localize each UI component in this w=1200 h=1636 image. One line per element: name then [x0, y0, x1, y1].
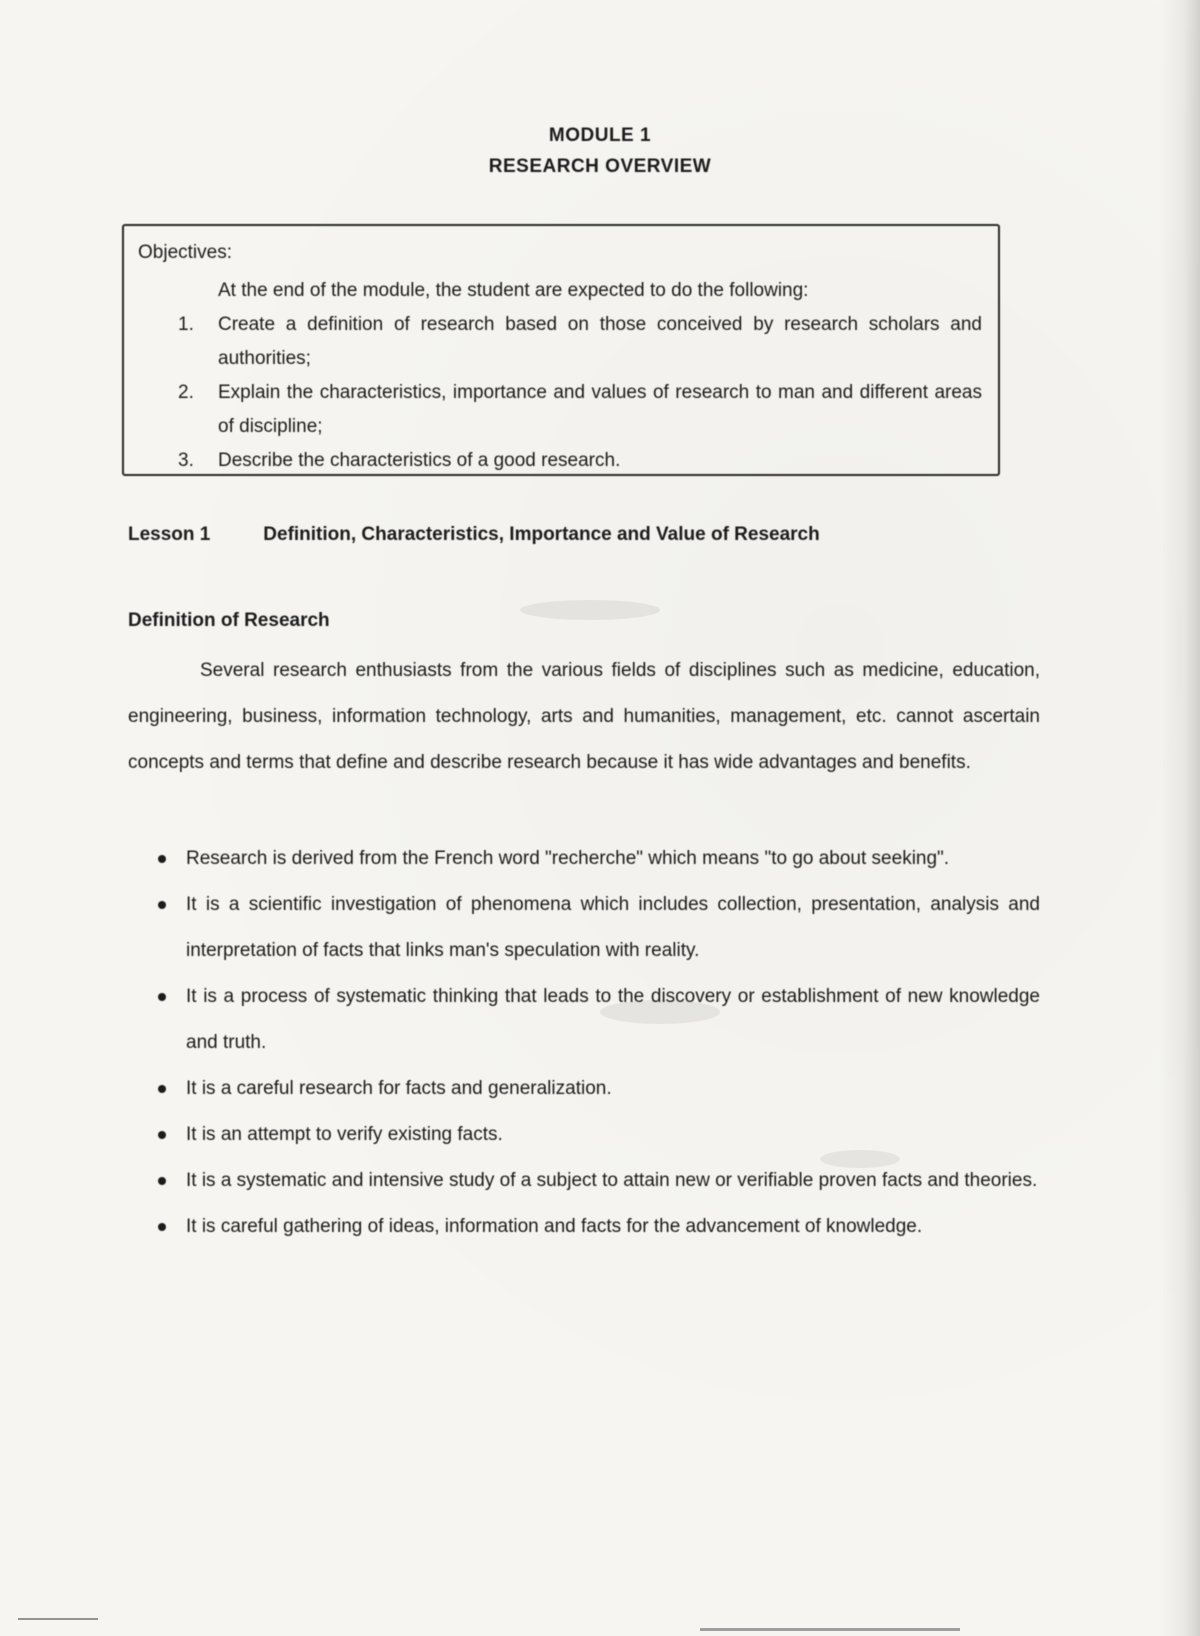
bullet-icon [158, 901, 166, 909]
section-title: Definition of Research [128, 610, 330, 631]
objective-item [138, 376, 982, 444]
objectives-intro: At the end of the module, the student are expected to do the following: [218, 280, 809, 301]
objective-item [138, 308, 982, 376]
bullet-item: It is an attempt to verify existing facts. [150, 1112, 1040, 1158]
objective-number: 2. [178, 382, 194, 403]
bullet-item: It is a scientific investigation of phenomena which includes collection, presentation, analysis and interpretation of facts that links man's speculation with reality. [150, 882, 1040, 974]
definition-bullet-list [150, 836, 1040, 1250]
page-shadow-edge [1160, 0, 1200, 1636]
objective-number: 1. [178, 314, 194, 335]
bullet-item: It is a careful research for facts and generalization. [150, 1066, 1040, 1112]
objectives-list [138, 274, 982, 478]
bullet-icon [158, 1085, 166, 1093]
bullet-icon [158, 855, 166, 863]
objectives-heading: Objectives: [138, 242, 232, 263]
bullet-icon [158, 1177, 166, 1185]
footer-mark [18, 1618, 98, 1634]
objective-text: Create a definition of research based on those conceived by research scholars and authorities; [218, 314, 982, 369]
objective-number: 3. [178, 450, 194, 471]
objective-item [138, 444, 982, 478]
bullet-icon [158, 1223, 166, 1231]
bullet-icon [158, 993, 166, 1001]
paper-smudge [520, 600, 660, 620]
bullet-icon [158, 1131, 166, 1139]
module-label: MODULE 1 [548, 125, 652, 146]
lesson-heading [128, 524, 1028, 546]
lesson-label: Lesson 1 [128, 524, 211, 545]
bullet-item: It is careful gathering of ideas, information and facts for the advancement of knowledge. [150, 1204, 1040, 1250]
objective-text: Describe the characteristics of a good research. [218, 450, 621, 471]
body-paragraph: Several research enthusiasts from the various fields of disciplines such as medicine, education, engineering, business, information technology, arts and humanities, management, etc. cannot ascertain concepts and terms that define and describe research because it has wide advantages and benefits. [128, 660, 1040, 773]
objective-text: Explain the characteristics, importance and values of research to man and different areas of discipline; [218, 382, 982, 437]
objectives-box [122, 224, 1000, 476]
footer-line [700, 1628, 960, 1631]
bullet-item: It is a systematic and intensive study of a subject to attain new or verifiable proven facts and theories. [150, 1158, 1040, 1204]
module-header [0, 120, 1200, 182]
bullet-item: Research is derived from the French word "recherche" which means "to go about seeking". [150, 836, 1040, 882]
bullet-item: It is a process of systematic thinking that leads to the discovery or establishment of new knowledge and truth. [150, 974, 1040, 1066]
lesson-title: Definition, Characteristics, Importance and Value of Research [263, 524, 820, 545]
module-title: RESEARCH OVERVIEW [488, 156, 712, 177]
